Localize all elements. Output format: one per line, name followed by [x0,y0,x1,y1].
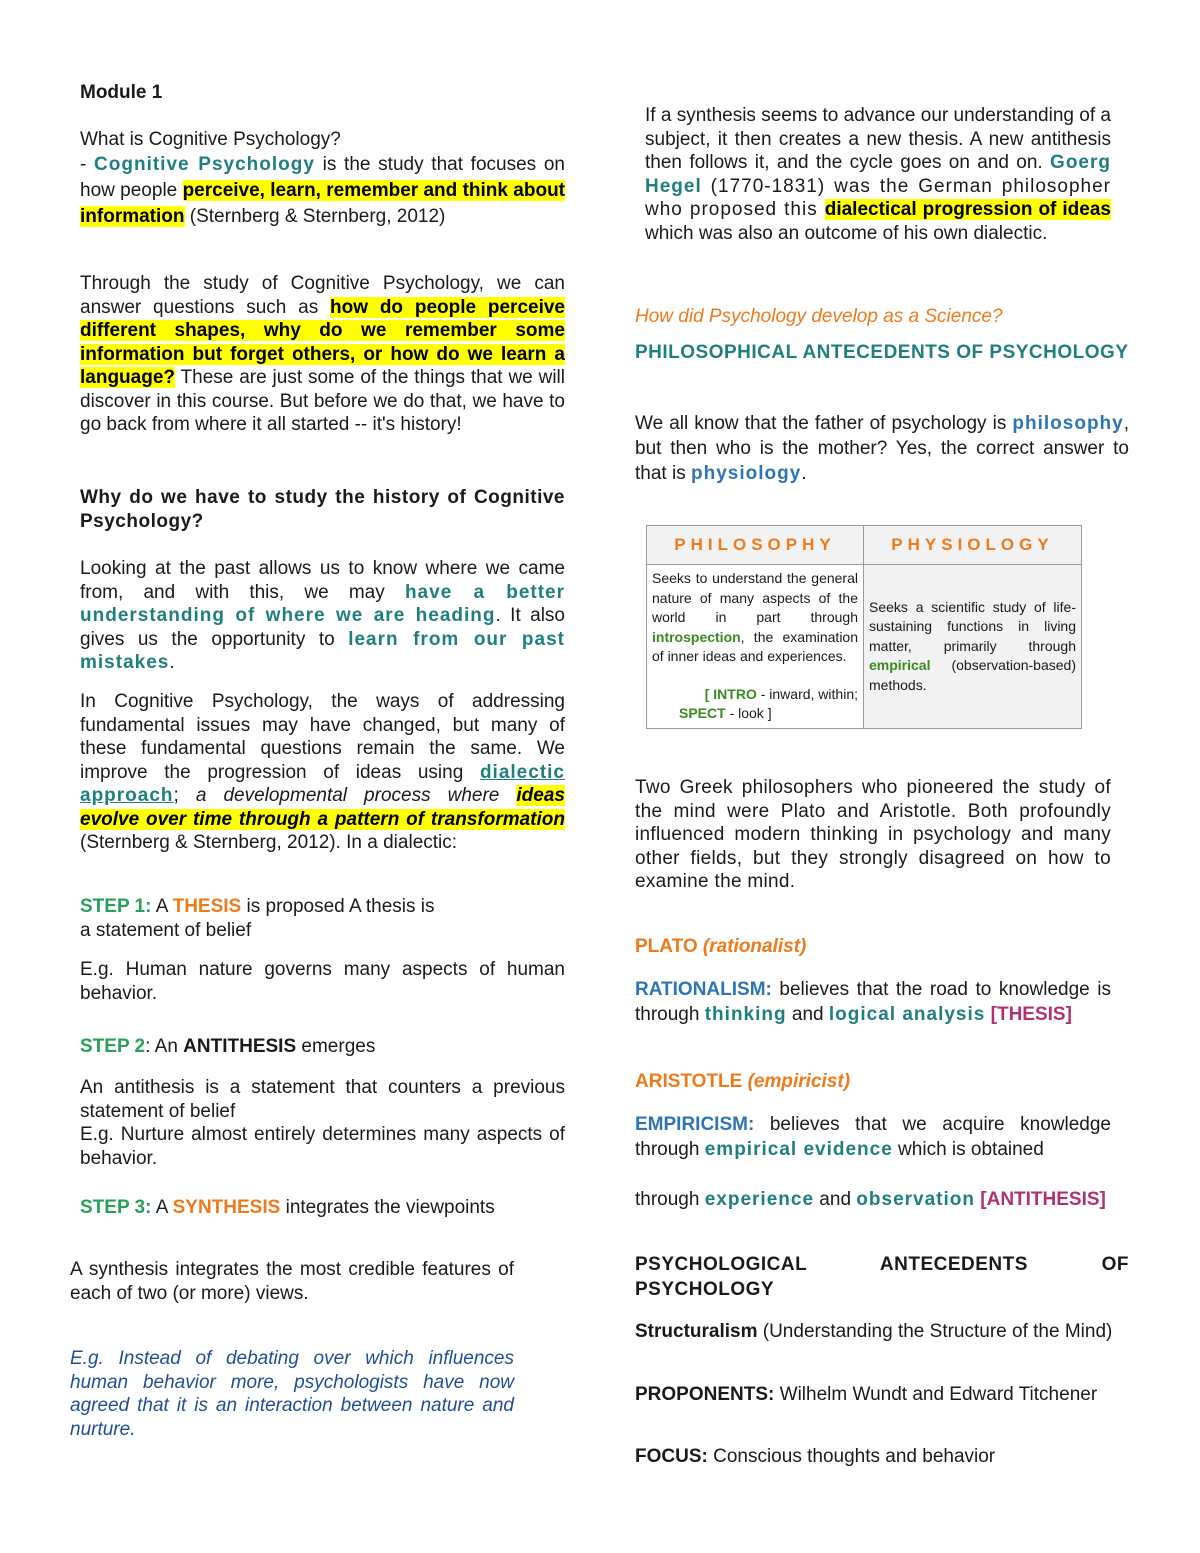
r-p2-text: We all know that the father of psychology is [635,413,1013,434]
psychological-heading: PSYCHOLOGICAL ANTECEDENTS OF PSYCHOLOGY [635,1254,1129,1300]
philosophical-heading: PHILOSOPHICAL ANTECEDENTS OF PSYCHOLOGY [635,342,1129,363]
why-heading: Why do we have to study the history of Cognitive Psychology? [80,487,565,532]
dialectic-approach-link[interactable]: dialectic approach [80,761,565,806]
note-spect: SPECT [679,705,726,721]
r-p1-text-2: (1770-1831) was the German philosopher who proposed this [645,175,1111,220]
highlight-questions: how do people perceive different shapes, why do we remember some information but forget others, or how do we learn a language? [80,296,565,388]
step1-desc: is proposed A thesis is a statement of belief [80,896,435,941]
step2-label: STEP 2 [80,1036,146,1057]
p4-sep: ; [173,785,196,806]
philosophy-physiology-table [646,525,1082,729]
aristotle-type: (empiricist) [747,1071,851,1092]
better-understanding: have a better understanding of where we are heading [80,581,565,626]
c1-text: Seeks to understand the general nature of many aspects of the world in part through [652,570,858,625]
learn-from-mistakes: learn from our past mistakes [80,628,565,673]
c1-end: , the examination of inner ideas and experiences. [652,628,858,664]
study-paragraph [80,272,565,437]
step1-paragraph [80,895,450,942]
antithesis-term: ANTITHESIS [183,1036,297,1057]
step3-a: A [151,1197,173,1218]
empiricism-paragraph-2 [635,1187,1111,1212]
aristotle-heading [635,1070,1129,1094]
physiology-term: physiology [690,463,802,484]
emp-through: through [635,1189,705,1210]
r-p1-end: which was also an outcome of his own dialectic. [645,222,1048,244]
empirical-evidence-term: empirical evidence [704,1139,893,1160]
p4-text: In Cognitive Psychology, the ways of addressing fundamental issues may have changed, but many of these fundamental questions remain the same. We improve the progression of ideas using [80,691,565,783]
observation-term: observation [856,1189,975,1210]
step2-a: : An [145,1036,184,1057]
introspection-term: introspection [652,628,741,645]
synthesis-example: E.g. Instead of debating over which influences human behavior more, psychologists have now agreed that it is an interaction between nature and nurture. [70,1348,514,1440]
aristotle-name: ARISTOTLE [635,1071,743,1092]
hegel-name: Goerg Hegel [645,152,1111,197]
def-citation: (Sternberg & Sternberg, 2012) [189,206,446,227]
spect-note [652,704,858,724]
experience-term: experience [704,1189,815,1210]
term-cognitive-psychology: Cognitive Psychology [94,154,315,175]
highlight-ideas-evolve: ideas evolve over time through a pattern of transformation [80,785,565,830]
emp-text: believes that we acquire knowledge through [635,1114,1111,1160]
structuralism-paragraph [635,1320,1129,1344]
c2-text: Seeks a scientific study of life-sustaining functions in living matter, primarily through [869,598,1076,654]
dash: - [80,154,95,175]
greek-philosophers-paragraph: Two Greek philosophers who pioneered the study of the mind were Plato and Aristotle. Both profoundly influenced modern thinking in psychology and many other fields, but they strongly disagreed on how to examine the mind. [635,777,1111,892]
antithesis-tag: [ANTITHESIS] [980,1189,1106,1210]
p3-text-2: . It also gives us the opportunity to [80,605,565,650]
hegel-paragraph [645,104,1111,245]
highlight-perceive: perceive, learn, remember and think about information [80,180,565,227]
empiricism-label: EMPIRICISM: [635,1114,755,1135]
rationalism-label: RATIONALISM: [635,979,772,1000]
focus-paragraph [635,1445,1129,1469]
emp-and: and [814,1189,857,1210]
r-p1-text: If a synthesis seems to advance our understanding of a subject, it then creates a new thesis. A new antithesis then follows it, and the cycle goes on and on. [645,105,1111,173]
empirical-term: empirical [869,657,931,673]
step2-example: E.g. Nurture almost entirely determines many aspects of behavior. [80,1124,565,1169]
proponents-paragraph [635,1383,1129,1407]
empiricism-paragraph [635,1112,1111,1162]
structuralism-desc: (Understanding the Structure of the Mind) [757,1321,1113,1342]
header-physiology: PHYSIOLOGY [864,526,1082,565]
plato-type: (rationalist) [702,936,807,957]
definition-paragraph [80,152,565,230]
synthesis-term: SYNTHESIS [172,1197,281,1218]
plato-name: PLATO [635,936,698,957]
def-text: is the study that focuses on how people [80,154,565,201]
step1-label: STEP 1: [80,896,152,917]
r-p2-text-2: , but then who is the mother? Yes, the correct answer to that is [635,413,1129,484]
proponents-value: Wilhelm Wundt and Edward Titchener [774,1384,1098,1405]
p3-end: . [169,652,175,673]
note-spect-def: - look ] [725,705,772,721]
p4-italic: a developmental process where [195,785,517,806]
highlight-dialectical: dialectical progression of ideas [824,199,1111,220]
step2-b: emerges [296,1036,376,1057]
father-mother-paragraph [635,411,1129,486]
science-question: How did Psychology develop as a Science? [635,306,1003,327]
note-intro-def: - inward, within; [756,685,858,702]
question-what-is: What is Cognitive Psychology? [80,129,341,150]
rationalism-paragraph [635,977,1111,1027]
p2-text: Through the study of Cognitive Psychology, we can answer questions such as [80,273,565,318]
c2-end: (observation-based) methods. [869,657,1076,693]
philosophy-cell [647,565,864,729]
structuralism-term: Structuralism [635,1321,758,1342]
rat-and: and [786,1004,829,1025]
thesis-term: THESIS [172,896,242,917]
logical-analysis-term: logical analysis [828,1004,986,1025]
emp-text-2: which is obtained [892,1139,1044,1160]
focus-label: FOCUS: [635,1446,708,1467]
step2-paragraph [80,1035,565,1059]
thesis-tag: [THESIS] [990,1004,1072,1025]
philosophy-term: philosophy [1012,413,1124,434]
step1-example: E.g. Human nature governs many aspects of human behavior. [80,959,565,1004]
p2-end: These are just some of the things that we will discover in this course. But before we do that, we have to go back from where it all started -- it's history! [80,367,565,435]
intro-spect-note [652,685,858,705]
plato-heading [635,935,1129,959]
thinking-term: thinking [704,1004,787,1025]
focus-value: Conscious thoughts and behavior [707,1446,996,1467]
past-paragraph [80,557,565,675]
note-intro: [ INTRO [704,685,757,702]
step3-label: STEP 3: [80,1197,152,1218]
step2-description: An antithesis is a statement that counters a previous statement of belief [80,1077,565,1122]
rat-text: believes that the road to knowledge is through [635,979,1111,1025]
proponents-label: PROPONENTS: [635,1384,775,1405]
step3-paragraph [80,1196,565,1220]
p3-text: Looking at the past allows us to know where we came from, and with this, we may [80,558,565,603]
step1-a: A [151,896,173,917]
step3-b: integrates the viewpoints [280,1197,495,1218]
module-title: Module 1 [80,82,163,103]
physiology-cell [864,565,1082,729]
synthesis-description: A synthesis integrates the most credible features of each of two (or more) views. [70,1259,514,1304]
dialectic-paragraph [80,690,565,855]
p4-end: (Sternberg & Sternberg, 2012). In a dialectic: [80,832,458,853]
r-p2-end: . [801,463,807,484]
header-philosophy: PHILOSOPHY [647,526,864,565]
